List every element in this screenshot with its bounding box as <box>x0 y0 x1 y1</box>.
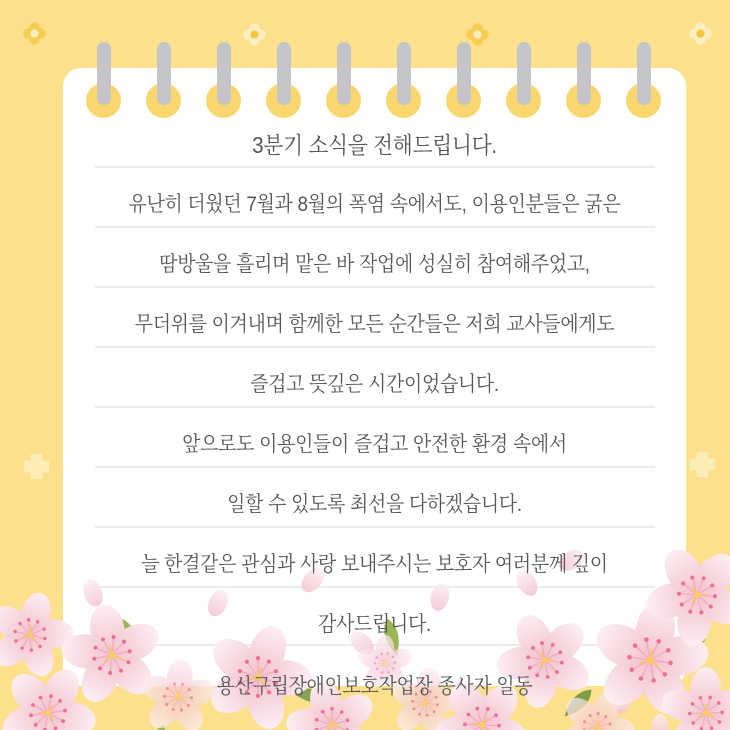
spiral-pin-icon <box>397 42 411 105</box>
notice-line: 무더위를 이겨내며 함께한 모든 순간들은 저희 교사들에게도 <box>134 313 615 336</box>
spiral-pin-icon <box>277 42 291 105</box>
ruled-line <box>95 346 655 348</box>
notice-line: 땀방울을 흘리며 맡은 바 작업에 성실히 참여해주었고, <box>159 253 590 276</box>
ruled-line <box>95 526 655 528</box>
ruled-line <box>95 226 655 228</box>
notice-line: 유난히 더웠던 7월과 8월의 폭염 속에서도, 이용인분들은 굵은 <box>128 193 621 216</box>
spiral-pin-icon <box>97 42 111 105</box>
notice-line: 일할 수 있도록 최선을 다하겠습니다. <box>227 493 522 516</box>
spiral-ring <box>266 0 302 125</box>
spiral-pin-icon <box>637 42 651 105</box>
notice-line: 감사드립니다. <box>318 613 431 636</box>
notice-line: 늘 한결같은 관심과 사랑 보내주시는 보호자 여러분께 깊이 <box>141 553 608 576</box>
spiral-pin-icon <box>337 42 351 105</box>
yellow-flower-icon <box>687 20 714 47</box>
plus-sparkle-icon <box>24 454 49 479</box>
spiral-ring <box>566 0 602 125</box>
notice-line: 즐겁고 뜻깊은 시간이었습니다. <box>250 373 499 396</box>
ruled-line <box>95 286 655 288</box>
spiral-ring <box>86 0 122 125</box>
spiral-ring <box>386 0 422 125</box>
notice-title: 3분기 소식을 전해드립니다. <box>252 132 497 158</box>
spiral-ring <box>146 0 182 125</box>
ruled-line <box>95 466 655 468</box>
spiral-ring <box>326 0 362 125</box>
spiral-pin-icon <box>517 42 531 105</box>
yellow-flower-icon <box>21 20 48 47</box>
spiral-pin-icon <box>577 42 591 105</box>
signature: 용산구립장애인보호작업장 종사자 일동 <box>216 675 533 698</box>
spiral-pin-icon <box>457 42 471 105</box>
yellow-flower-icon <box>241 21 268 48</box>
spiral-ring <box>206 0 242 125</box>
ruled-line <box>95 166 655 168</box>
notice-line: 앞으로도 이용인들이 즐겁고 안전한 환경 속에서 <box>182 433 567 456</box>
spiral-ring <box>506 0 542 125</box>
spiral-ring <box>446 0 482 125</box>
spiral-pin-icon <box>157 42 171 105</box>
petal-icon <box>651 714 669 730</box>
spiral-ring <box>626 0 662 125</box>
ruled-line <box>95 406 655 408</box>
spiral-pin-icon <box>217 42 231 105</box>
plus-sparkle-icon <box>690 452 715 477</box>
